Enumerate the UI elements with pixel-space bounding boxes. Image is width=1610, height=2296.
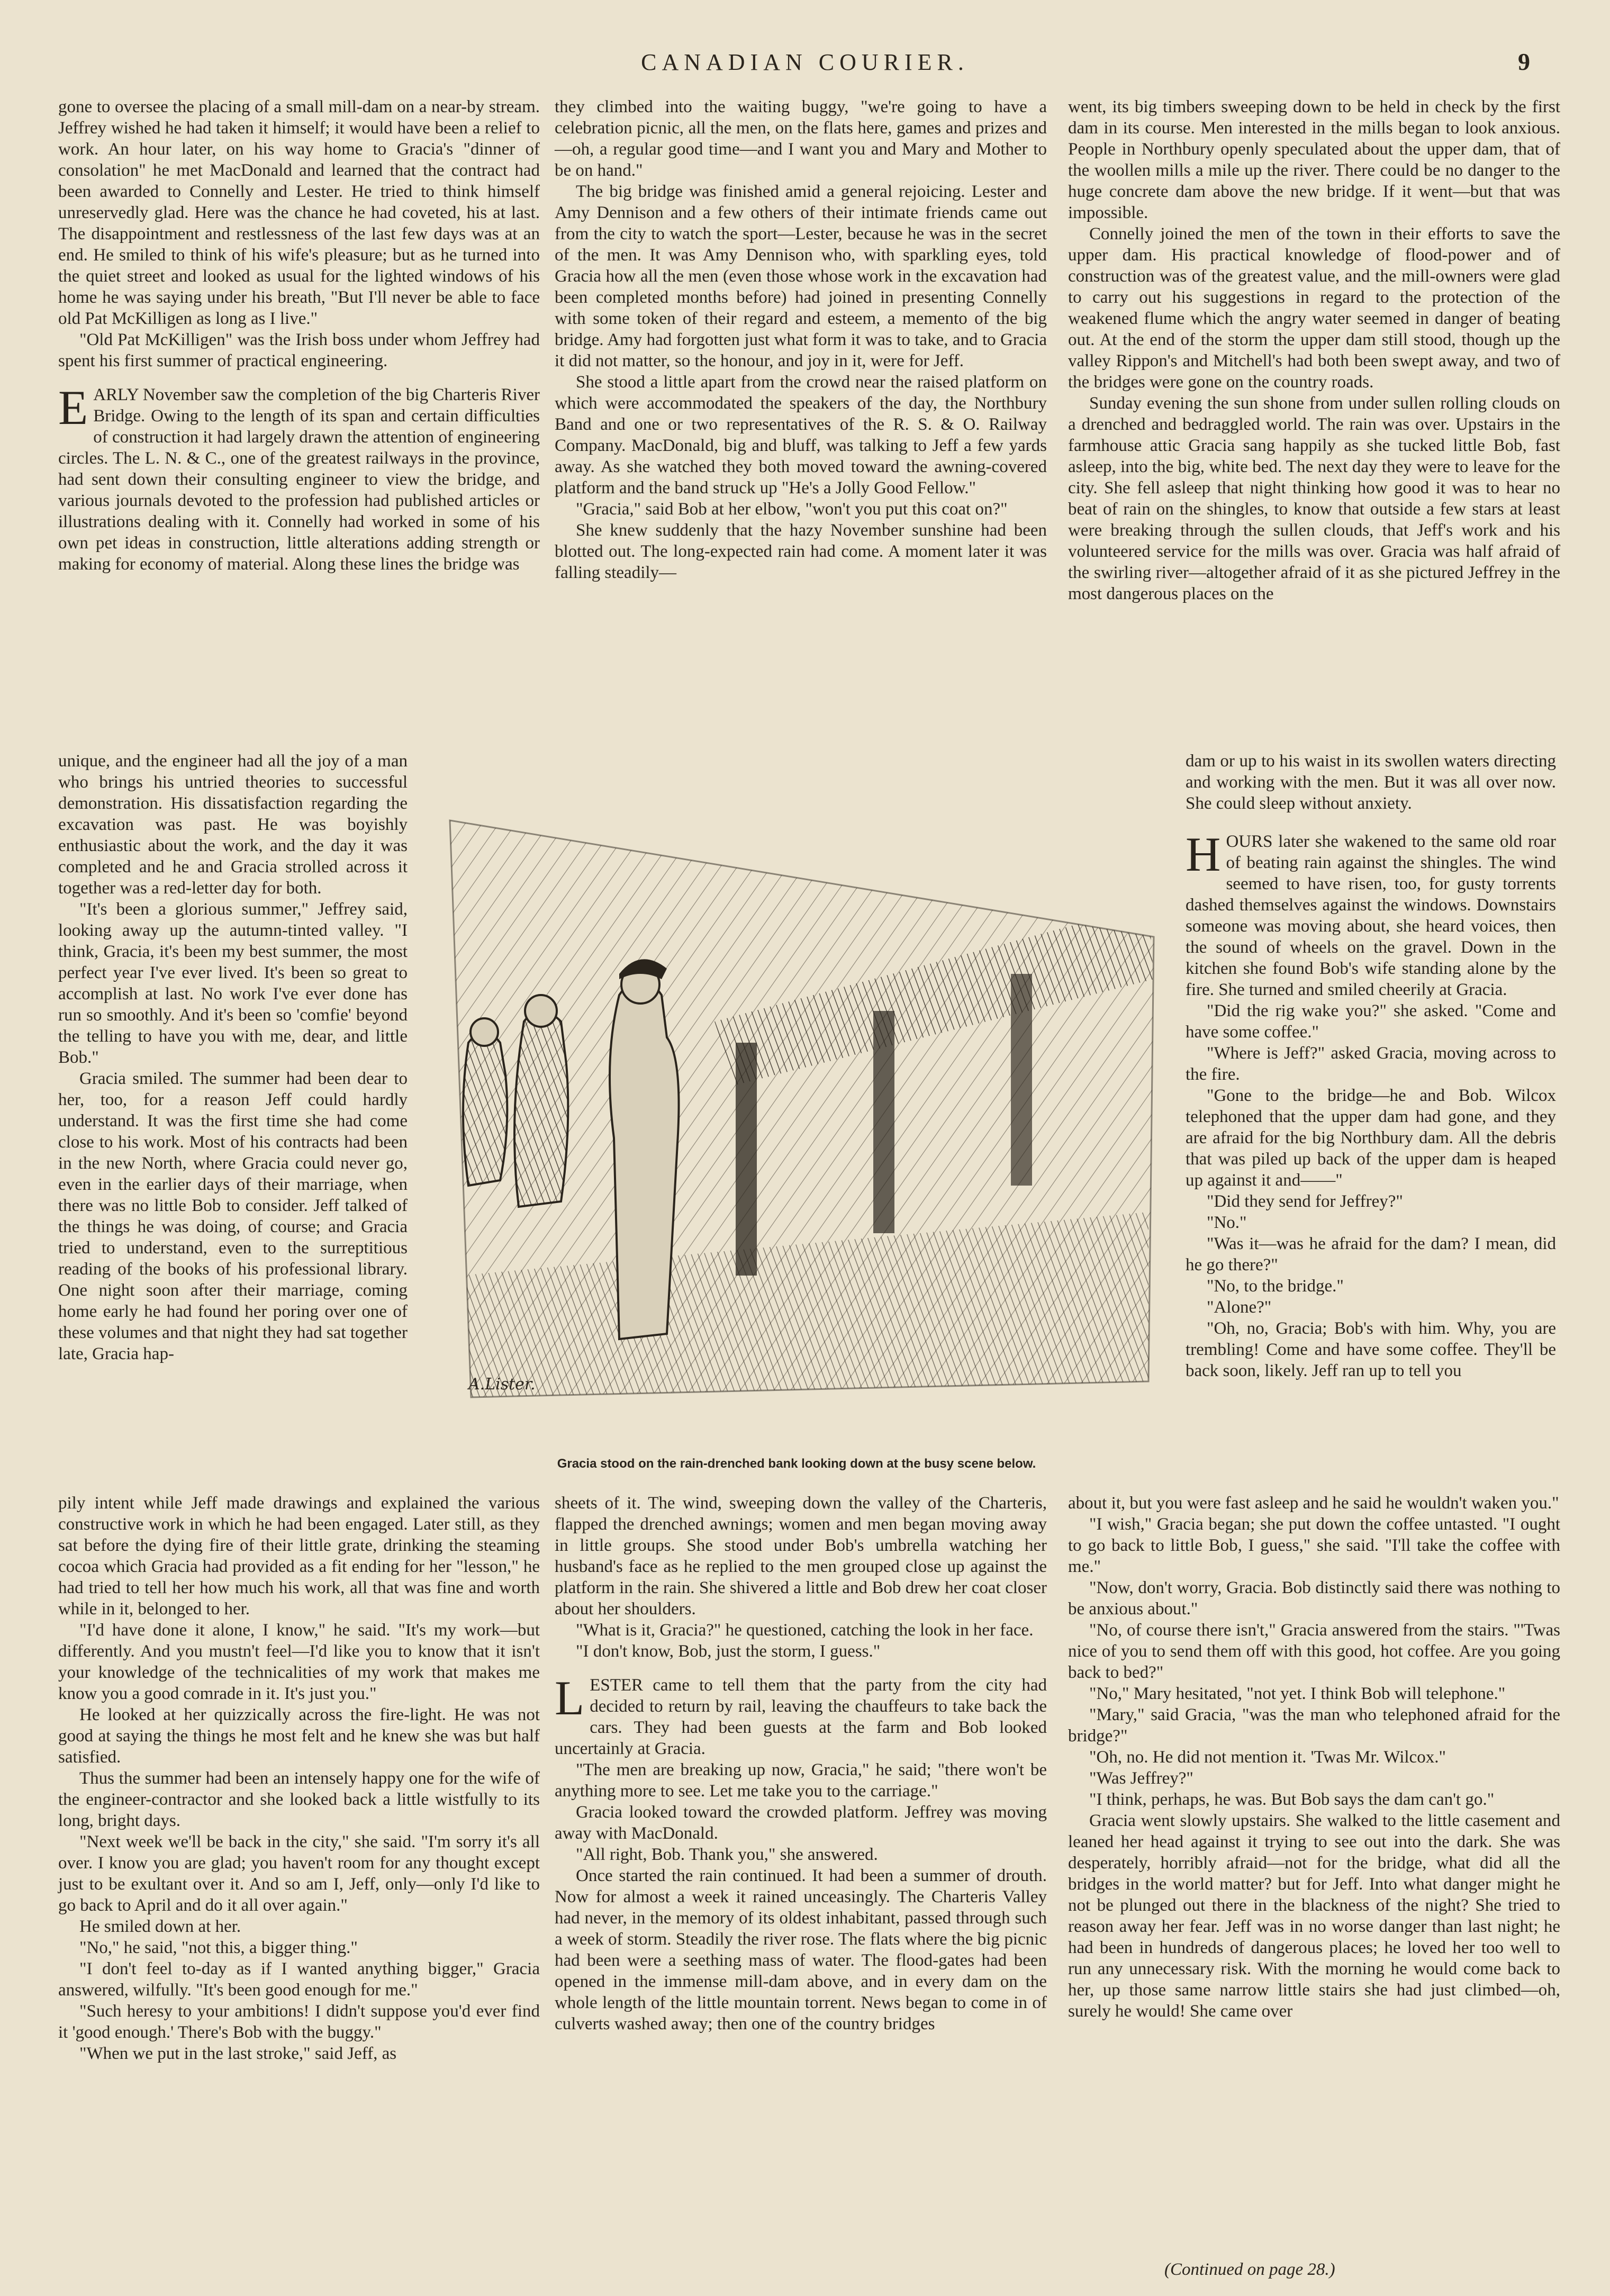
paragraph: Gracia went slowly upstairs. She walked to the little casement and leaned her head against it trying to see out into the dark. She was desperately, horribly afraid—not for the bridge, what did all the bridges in the world matter? but for Jeff. Into what danger might he not be plunged out there in the blackness of the night? She tried to reason away her fear. Jeff was in no worse danger than last night; he had been in hundreds of dangerous places; he loved her too well to run any unnecessary risk. With the morning he would come back to her, up those same narrow little stairs she had just climbed—oh, surely he would! She came over [1068,1811,1560,2021]
paragraph: "No." [1207,1213,1247,1232]
paragraph: "I'd have done it alone, I know," he said. "It's my work—but differently. And you mustn't feel—I'd like you to know that it isn't your knowledge of the technicalities of my work that makes me know you a good comrade in it. It's just you." [58,1621,540,1703]
paragraph: "Gone to the bridge—he and Bob. Wilcox telephoned that the upper dam had gone, and they are afraid for the big Northbury dam. All the debris that was piled up back of the upper dam is heaped up against it and——" [1186,1086,1556,1190]
paragraph: they climbed into the waiting buggy, "we're going to have a celebration picnic, all the men, on the flats here, games and prizes and—oh, a regular good time—and I want you and Mary and Mother to be on hand." [555,97,1047,180]
paragraph: "Alone?" [1207,1298,1272,1317]
paragraph: Once started the rain continued. It had been a summer of drouth. Now for almost a week it rained unceasingly. The Charteris Valley had never, in the memory of its oldest inhabitant, passed through such a week of storm. Steadily the river rose. The flats where the big picnic had been were a seething mass of water. The flood-gates had been opened in the immense mill-dam above, and in every dam on the whole length of the little mountain torrent. News began to come in of culverts washed away; then one of the country bridges [555,1866,1047,2033]
paragraph: She knew suddenly that the hazy November sunshine had been blotted out. The long-expected rain had come. A moment later it was falling steadily— [555,521,1047,582]
column-3-middle [1186,751,1556,1381]
paragraph: Gracia smiled. The summer had been dear to her, too, for a reason Jeff could hardly understand. It was the first time she had come close to his work. Most of his contracts had been in the new North, where Gracia could never go, even in the earlier days of their marriage, when there was no little Bob to consider. Jeff talked of the things he was doing, of course; and Gracia tried to understand, even to the surreptitious reading of the books of his professional library. One night soon after their marriage, coming home early he had found her poring over one of these volumes and that night they had sat together late, Gracia hap- [58,1069,408,1363]
paragraph: unique, and the engineer had all the joy of a man who brings his untried theories to successful demonstration. His dissatisfaction regarding the excavation was past. He was boyishly enthusiastic about the work, and the day it was completed and he and Gracia strolled across it together was a red-letter day for both. [58,752,408,898]
illustration-rain-bridge [418,746,1175,1450]
paragraph: about it, but you were fast asleep and he said he wouldn't waken you." [1068,1494,1559,1513]
paragraph: "Next week we'll be back in the city," she said. "I'm sorry it's all over. I know you are glad; you haven't room for any thought except just to be exultant over it. And so am I, Jeff, only—only I'd like to go back to April and do it all over again." [58,1832,540,1915]
paragraph: dam or up to his waist in its swollen waters directing and working with the men. But it was all over now. She could sleep without anxiety. [1186,752,1556,813]
paragraph: "No, of course there isn't," Gracia answered from the stairs. "'Twas nice of you to send them off with this good, hot coffee. Are you going back to bed?" [1068,1621,1560,1682]
column-1-middle [58,751,408,1364]
paragraph: Sunday evening the sun shone from under sullen rolling clouds on a drenched and bedraggled world. The rain was over. Upstairs in the farmhouse attic Gracia sang happily as she tucked little Bob, fast asleep, into the big, white bed. The next day they were to leave for the city. She fell asleep that night thinking how good it was to hear no beat of rain on the shingles, to know that outside a few stars at least were breaking through the sullen clouds, that Jeff's work and his volunteered service for the mills was over. Gracia was half afraid of the swirling river—altogether afraid of it as she pictured Jeffrey in the most dangerous places on the [1068,394,1560,603]
paragraph: "Oh, no. He did not mention it. 'Twas Mr. Wilcox." [1089,1748,1446,1767]
paragraph: "The men are breaking up now, Gracia," he said; "there won't be anything more to see. Let me take you to the carriage." [555,1760,1047,1801]
column-1-top [58,96,540,575]
paragraph-text: ARLY November saw the completion of the big Charteris River Bridge. Owing to the length of its span and certain difficulties of construction it had largely drawn the attention of engineering circles. The L. N. & C., one of the greatest railways in the province, had sent down their consulting engineer to view the bridge, and various journals devoted to the profession had published articles or illustrations dealing with it. Connelly had worked in some of his own pet ideas in construction, little alterations adding strength or making for economy of material. Along these lines the bridge was [58,385,540,574]
paragraph: "What is it, Gracia?" he questioned, catching the look in her face. [576,1621,1034,1640]
paragraph: "I think, perhaps, he was. But Bob says the dam can't go." [1089,1790,1495,1809]
paragraph: "Where is Jeff?" asked Gracia, moving across to the fire. [1186,1044,1556,1084]
column-2-bottom [555,1493,1047,2035]
paragraph: "It's been a glorious summer," Jeffrey said, looking away up the autumn-tinted valley. "I think, Gracia, it's been my best summer, the most perfect year I've ever lived. It's been so great to accomplish at last. No work I've ever done has run so smoothly. And it's been so 'comfie' beyond the telling to have you with me, dear, and little Bob." [58,900,408,1067]
continued-note: (Continued on page 28.) [1164,2260,1335,2279]
paragraph: Gracia looked toward the crowded platform. Jeffrey was moving away with MacDonald. [555,1803,1047,1843]
paragraph: "No," Mary hesitated, "not yet. I think Bob will telephone." [1089,1684,1506,1703]
column-3-top [1068,96,1560,604]
paragraph: "I don't know, Bob, just the storm, I guess." [576,1642,881,1661]
paragraph [1186,827,1556,1000]
paragraph [58,381,540,575]
paragraph: went, its big timbers sweeping down to be held in check by the first dam in its course. Men interested in the mills began to look anxious. People in Northbury openly speculated about the upper dam, that of the woollen mills a mile up the river. There could be no danger to the huge concrete dam above the new bridge. If it went—but that was impossible. [1068,97,1560,222]
paragraph: "Did the rig wake you?" she asked. "Come and have some coffee." [1186,1001,1556,1042]
column-2-top [555,96,1047,583]
paragraph: "Did they send for Jeffrey?" [1207,1192,1403,1211]
paragraph: Thus the summer had been an intensely happy one for the wife of the engineer-contractor and she looked back a little wistfully to its long, bright days. [58,1769,540,1830]
drop-cap: E [58,381,88,435]
drop-cap: H [1186,827,1221,881]
paragraph: "No," he said, "not this, a bigger thing." [79,1938,358,1957]
paragraph: The big bridge was finished amid a general rejoicing. Lester and Amy Dennison and a few others of their intimate friends came out from the city to watch the sport—Lester, because he was in the secret of the men. It was Amy Dennison who, with sparkling eyes, told Gracia how all the men (even those whose work in the excavation had been completed months before) had joined in presenting Connelly with some token of their regard and esteem, a memento of the big bridge. Amy had forgotten just what form it was to take, and to Gracia it did not matter, so the honour, and joy in it, were for Jeff. [555,182,1047,370]
paragraph: "Such heresy to your ambitions! I didn't suppose you'd ever find it 'good enough.' There's Bob with the buggy." [58,2002,540,2042]
paragraph: "Was Jeffrey?" [1089,1769,1193,1788]
paragraph: "All right, Bob. Thank you," she answered. [576,1845,878,1864]
paragraph: "When we put in the last stroke," said Jeff, as [79,2044,397,2063]
paragraph: He smiled down at her. [79,1917,241,1936]
drop-cap: L [555,1671,585,1725]
paragraph: Connelly joined the men of the town in their efforts to save the upper dam. His practical knowledge of flood-power and of construction was of the greatest value, and the mill-owners were glad to carry out his suggestions in regard to the protection of the weakened flume which the angry water seemed in danger of beating out. At the end of the storm the upper dam still stood, though up the valley Rippon's and Mitchell's had both been swept away, and two of the bridges were gone on the country roads. [1068,224,1560,392]
running-head: CANADIAN COURIER. [641,49,969,75]
paragraph: "I don't feel to-day as if I wanted anything bigger," Gracia answered, wilfully. "It's been good enough for me." [58,1959,540,2000]
paragraph-text: OURS later she wakened to the same old roar of beating rain against the shingles. The wind seemed to have risen, too, for gusty torrents dashed themselves against the windows. Downstairs someone was moving about, she heard voices, then the sound of wheels on the gravel. Down in the kitchen she found Bob's wife standing alone by the fire. She turned and smiled cheerily at Gracia. [1186,832,1556,999]
paragraph: pily intent while Jeff made drawings and explained the various constructive work in which he had been engaged. Later still, as they sat before the dying fire of their little grate, drinking the steaming cocoa which Gracia had provided as a fit ending for her "lesson," he had tried to tell her how much his work, all that was fine and worth while in it, belonged to her. [58,1494,540,1619]
paragraph [555,1671,1047,1759]
paragraph: "Gracia," said Bob at her elbow, "won't you put this coat on?" [576,500,1008,519]
paragraph: She stood a little apart from the crowd near the raised platform on which were accommodated the speakers of the day, the Northbury Band and one or two representatives of the R. S. & O. Railway Company. MacDonald, big and bluff, was talking to Jeff a few yards away. As she watched they both moved toward the awning-covered platform and the band struck up "He's a Jolly Good Fellow." [555,373,1047,498]
paragraph: "No, to the bridge." [1207,1277,1344,1296]
paragraph: sheets of it. The wind, sweeping down the valley of the Charteris, flapped the drenched awnings; women and men began moving away in little groups. She stood under Bob's umbrella watching her husband's face as he replied to the men grouped close up against the platform in the rain. She shivered a little and Bob drew her coat closer about her shoulders. [555,1494,1047,1619]
paragraph: "Was it—was he afraid for the dam? I mean, did he go there?" [1186,1234,1556,1274]
paragraph: "Mary," said Gracia, "was the man who telephoned afraid for the bridge?" [1068,1705,1560,1746]
illustration-signature: A.Lister. [468,1375,536,1394]
paragraph: "Now, don't worry, Gracia. Bob distinctly said there was nothing to be anxious about." [1068,1578,1560,1619]
column-1-bottom [58,1493,540,2064]
paragraph: He looked at her quizzically across the fire-light. He was not good at saying the things he most felt and he knew she was but half satisfied. [58,1705,540,1767]
illustration-caption: Gracia stood on the rain-drenched bank looking down at the busy scene below. [557,1457,1036,1471]
paragraph: "Oh, no, Gracia; Bob's with him. Why, you are trembling! Come and have some coffee. They'll be back soon, likely. Jeff ran up to tell you [1186,1319,1556,1380]
paragraph: gone to oversee the placing of a small mill-dam on a near-by stream. Jeffrey wished he had taken it himself; it would have been a relief to work. An hour later, on his way home to Gracia's "dinner of consolation" he met MacDonald and learned that the contract had been awarded to Connelly and Lester. He tried to think himself unreservedly glad. Here was the chance he had coveted, his at last. The disappointment and restlessness of the last few days was at an end. He smiled to think of his wife's pleasure; but as he turned into the quiet street and looked as usual for the lighted windows of his home he was saying under his breath, "But I'll never be able to face old Pat McKilligen as long as I live." [58,97,540,328]
page-number: 9 [1518,48,1530,75]
column-3-bottom [1068,1493,1560,2022]
paragraph-text: ESTER came to tell them that the party from the city had decided to return by rail, leaving the chauffeurs to take back the cars. They had been guests at the farm and Bob looked uncertainly at Gracia. [555,1676,1047,1758]
paragraph: "I wish," Gracia began; she put down the coffee untasted. "I ought to go back to little Bob, I guess," she said. "I'll take the coffee with me." [1068,1515,1560,1576]
paragraph: "Old Pat McKilligen" was the Irish boss under whom Jeffrey had spent his first summer of practical engineering. [58,330,540,370]
